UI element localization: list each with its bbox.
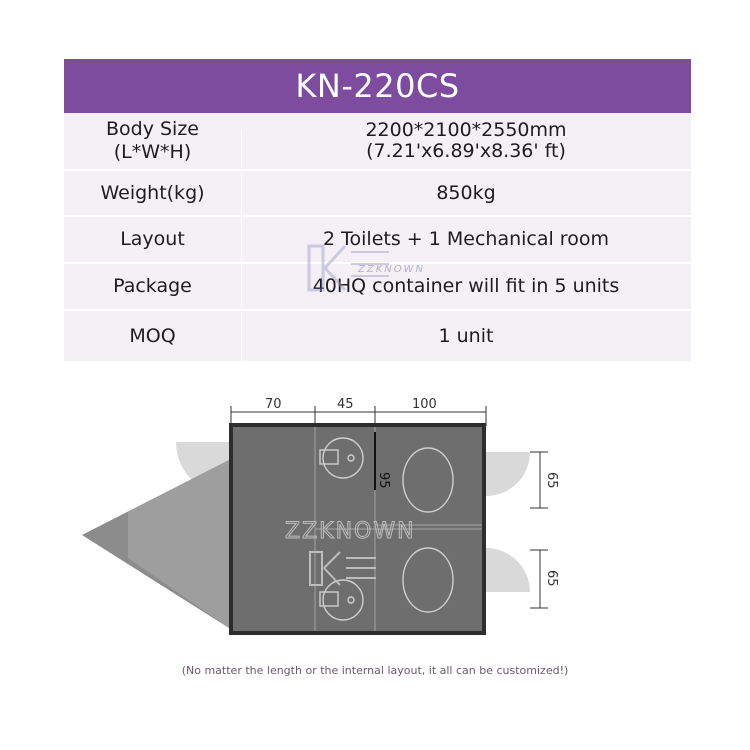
spec-body: [64, 113, 691, 361]
watermark-text: ZZKNOWN: [358, 264, 425, 275]
spec-value: 1 unit: [438, 324, 494, 347]
footnote: (No matter the length or the internal layout, it all can be customized!): [181, 664, 569, 677]
spec-value: 40HQ container will fit in 5 units: [312, 275, 620, 297]
spec-label: [64, 118, 241, 164]
spec-table: [64, 59, 691, 361]
dim-top-1: 70: [265, 397, 282, 412]
spec-label: Package: [113, 275, 192, 297]
dim-inner: 95: [376, 472, 391, 489]
spec-value: 850kg: [436, 181, 496, 204]
floor-plan: [0, 380, 750, 640]
spec-label: Weight(kg): [100, 181, 205, 204]
spec-label: MOQ: [129, 324, 176, 347]
dim-top-2: 45: [337, 397, 354, 412]
door-swing-right-top: [486, 452, 530, 496]
spec-row-weight: [64, 169, 691, 215]
spec-value: [241, 120, 691, 162]
plan-watermark: ZZKNOWN: [285, 519, 416, 544]
trailer-hitch-inner: [128, 460, 229, 628]
dim-top-3: 100: [412, 397, 437, 412]
model-title: KN-220CS: [64, 59, 691, 113]
spec-label: Layout: [120, 228, 185, 250]
spec-row-moq: [64, 309, 691, 361]
dim-right-top: 65: [544, 472, 559, 489]
label-line: Body Size: [105, 118, 199, 140]
spec-row-body-size: [64, 113, 691, 169]
label-line: (L*W*H): [113, 141, 192, 163]
value-line: (7.21'x6.89'x8.36' ft): [366, 140, 566, 162]
spec-value: 2 Toilets + 1 Mechanical room: [323, 228, 609, 250]
dim-right-bottom: 65: [544, 570, 559, 587]
door-swing-right-bottom: [486, 548, 530, 592]
value-line: 2200*2100*2550mm: [365, 119, 567, 141]
